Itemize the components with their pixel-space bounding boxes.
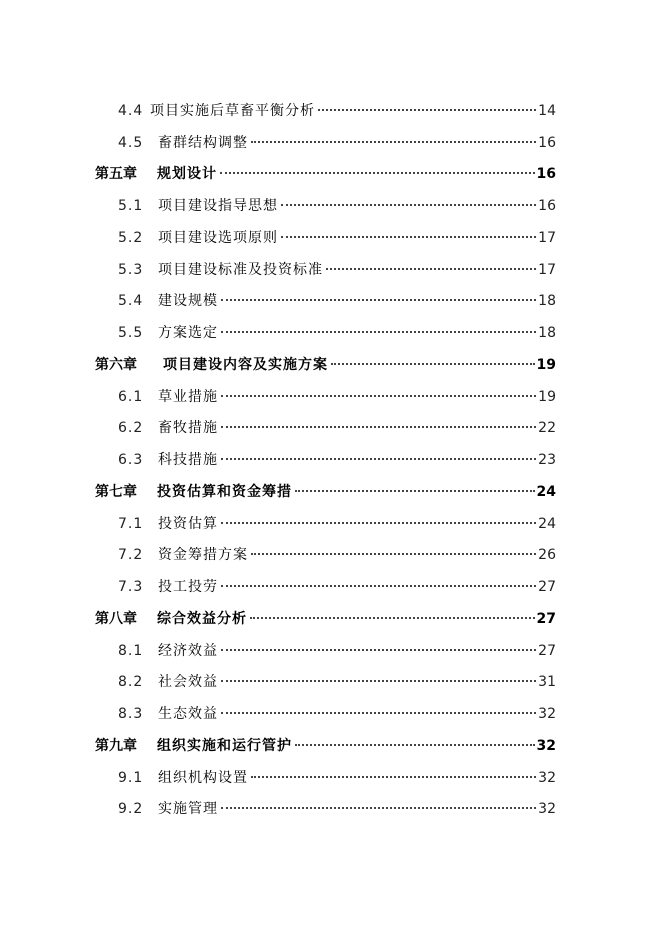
toc-leader-dots <box>281 235 536 238</box>
table-of-contents <box>0 95 662 825</box>
toc-leader-dots <box>251 552 536 555</box>
toc-entry-number: 5.5 <box>118 325 144 341</box>
toc-leader-dots <box>221 394 536 397</box>
toc-entry[interactable] <box>0 254 662 286</box>
toc-entry[interactable] <box>0 571 662 603</box>
toc-entry-title: 项目建设选项原则 <box>158 229 278 246</box>
toc-leader-dots <box>281 203 536 206</box>
toc-entry[interactable] <box>0 508 662 540</box>
toc-entry-number: 5.4 <box>118 293 144 310</box>
toc-leader-dots <box>221 584 536 587</box>
toc-entry-number: 7.3 <box>118 579 144 595</box>
toc-entry-title: 项目实施后草畜平衡分析 <box>150 102 315 119</box>
toc-entry[interactable] <box>0 635 662 667</box>
toc-chapter-title: 投资估算和资金筹措 <box>157 483 292 500</box>
toc-chapter-number: 第八章 <box>95 610 137 627</box>
toc-chapter-title: 项目建设内容及实施方案 <box>163 356 328 373</box>
toc-chapter-title: 规划设计 <box>157 166 217 183</box>
toc-leader-dots <box>221 806 536 809</box>
toc-entry[interactable] <box>0 381 662 413</box>
toc-chapter-number: 第六章 <box>95 356 137 373</box>
toc-entry-page: 32 <box>538 801 556 818</box>
toc-leader-dots <box>221 521 536 524</box>
toc-entry-number: 8.3 <box>118 706 144 722</box>
toc-entry-title: 方案选定 <box>158 325 218 341</box>
toc-entry-number: 7.2 <box>118 547 144 564</box>
toc-entry-title: 组织机构设置 <box>158 769 248 786</box>
toc-entry[interactable] <box>0 286 662 318</box>
toc-chapter-page: 24 <box>536 483 556 500</box>
toc-entry-title: 科技措施 <box>158 452 218 468</box>
toc-chapter[interactable] <box>0 730 662 762</box>
toc-entry-page: 32 <box>538 706 556 722</box>
toc-chapter[interactable] <box>0 349 662 381</box>
toc-entry-number: 6.2 <box>118 420 144 437</box>
toc-entry-page: 27 <box>538 642 556 659</box>
toc-entry-number: 4.5 <box>118 134 144 151</box>
toc-entry-number: 7.1 <box>118 515 144 532</box>
toc-entry[interactable] <box>0 698 662 730</box>
toc-entry-page: 18 <box>538 293 556 310</box>
toc-entry-page: 18 <box>538 325 556 341</box>
toc-entry-page: 16 <box>538 134 556 151</box>
toc-leader-dots <box>221 425 536 428</box>
toc-entry-title: 项目建设指导思想 <box>158 198 278 214</box>
toc-entry-page: 14 <box>538 102 556 119</box>
toc-entry-number: 4.4 <box>118 102 144 119</box>
toc-entry-page: 16 <box>538 198 556 214</box>
toc-entry-number: 8.2 <box>118 674 144 691</box>
toc-entry-title: 项目建设标准及投资标准 <box>158 261 323 278</box>
toc-entry[interactable] <box>0 95 662 127</box>
toc-entry[interactable] <box>0 794 662 826</box>
toc-entry-page: 27 <box>538 579 556 595</box>
toc-leader-dots <box>295 489 535 492</box>
toc-entry-title: 投资估算 <box>158 515 218 532</box>
toc-entry-title: 资金筹措方案 <box>158 547 248 564</box>
toc-entry[interactable] <box>0 222 662 254</box>
toc-chapter[interactable] <box>0 159 662 191</box>
toc-leader-dots <box>221 679 536 682</box>
toc-leader-dots <box>251 775 536 778</box>
toc-chapter-number: 第五章 <box>95 166 137 183</box>
toc-chapter-page: 16 <box>536 166 556 183</box>
toc-entry-title: 生态效益 <box>158 706 218 722</box>
toc-entry-page: 22 <box>538 420 556 437</box>
toc-entry[interactable] <box>0 317 662 349</box>
toc-leader-dots <box>250 616 535 619</box>
toc-leader-dots <box>331 362 535 365</box>
toc-chapter-page: 32 <box>536 737 556 754</box>
toc-entry-number: 6.1 <box>118 388 144 405</box>
toc-entry[interactable] <box>0 127 662 159</box>
toc-entry-page: 32 <box>538 769 556 786</box>
toc-leader-dots <box>318 108 536 111</box>
toc-entry-title: 草业措施 <box>158 388 218 405</box>
toc-entry-title: 投工投劳 <box>158 579 218 595</box>
toc-entry-number: 8.1 <box>118 642 144 659</box>
toc-entry[interactable] <box>0 762 662 794</box>
toc-entry[interactable] <box>0 540 662 572</box>
toc-chapter[interactable] <box>0 476 662 508</box>
toc-entry-page: 19 <box>538 388 556 405</box>
toc-entry-title: 畜牧措施 <box>158 420 218 437</box>
toc-chapter-title: 组织实施和运行管护 <box>157 737 292 754</box>
toc-entry-title: 畜群结构调整 <box>158 134 248 151</box>
toc-chapter-page: 19 <box>536 356 556 373</box>
toc-chapter-number: 第九章 <box>95 737 137 754</box>
toc-leader-dots <box>221 648 536 651</box>
toc-entry[interactable] <box>0 190 662 222</box>
toc-entry-page: 31 <box>538 674 556 691</box>
toc-entry-title: 实施管理 <box>158 801 218 818</box>
toc-entry[interactable] <box>0 413 662 445</box>
toc-entry-page: 26 <box>538 547 556 564</box>
toc-leader-dots <box>326 267 536 270</box>
toc-leader-dots <box>221 457 536 460</box>
toc-entry[interactable] <box>0 444 662 476</box>
toc-chapter-number: 第七章 <box>95 483 137 500</box>
toc-chapter-page: 27 <box>536 610 556 627</box>
toc-entry-title: 社会效益 <box>158 674 218 691</box>
toc-leader-dots <box>221 711 536 714</box>
toc-leader-dots <box>221 298 536 301</box>
toc-entry-number: 5.2 <box>118 229 144 246</box>
toc-chapter[interactable] <box>0 603 662 635</box>
toc-entry[interactable] <box>0 667 662 699</box>
toc-entry-number: 6.3 <box>118 452 144 468</box>
toc-chapter-title: 综合效益分析 <box>157 610 247 627</box>
toc-entry-page: 24 <box>538 515 556 532</box>
toc-entry-title: 经济效益 <box>158 642 218 659</box>
toc-leader-dots <box>251 140 536 143</box>
toc-entry-number: 5.3 <box>118 261 144 278</box>
toc-entry-page: 17 <box>538 261 556 278</box>
toc-leader-dots <box>221 330 536 333</box>
toc-leader-dots <box>295 743 535 746</box>
toc-entry-page: 23 <box>538 452 556 468</box>
toc-leader-dots <box>220 171 535 174</box>
toc-entry-number: 9.1 <box>118 769 144 786</box>
toc-entry-title: 建设规模 <box>158 293 218 310</box>
toc-entry-number: 9.2 <box>118 801 144 818</box>
toc-entry-page: 17 <box>538 229 556 246</box>
toc-entry-number: 5.1 <box>118 198 144 214</box>
